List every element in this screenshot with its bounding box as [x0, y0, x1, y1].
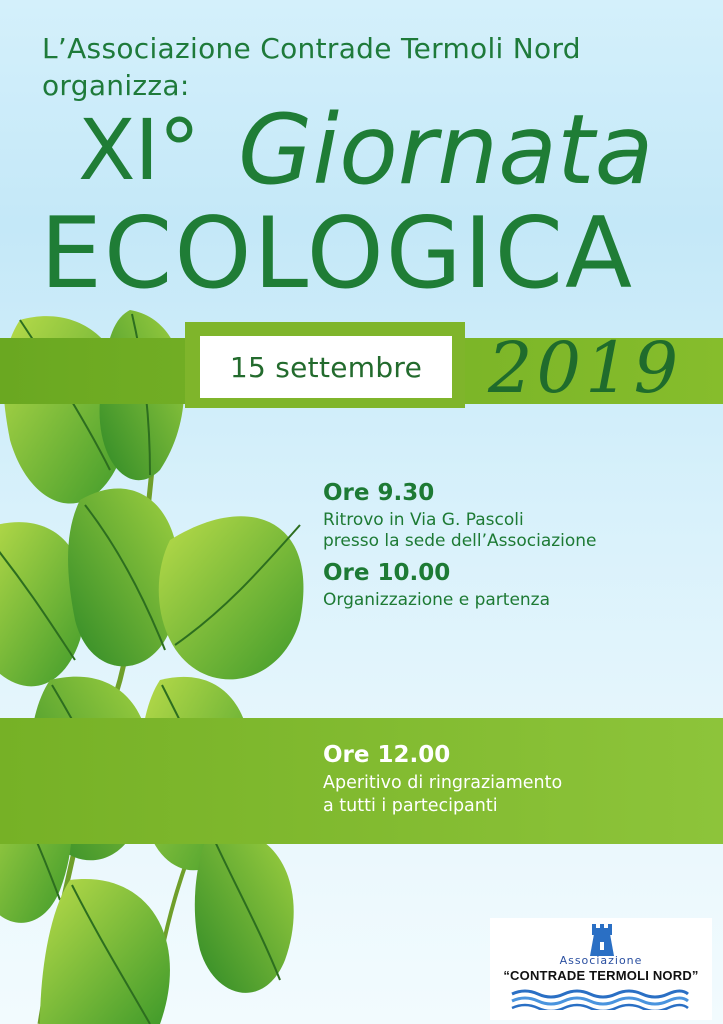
schedule-item [323, 480, 597, 552]
leaf-shape [159, 516, 304, 679]
organizer-line-1: L’Associazione Contrade Termoli Nord [42, 32, 581, 65]
tower-icon [582, 922, 622, 956]
logo-small-text: Associazione [559, 954, 643, 967]
schedule-time: Ore 10.00 [323, 560, 451, 586]
organizer-line-2: organizza: [42, 69, 190, 102]
logo-name: “CONTRADE TERMOLI NORD” [503, 968, 699, 983]
waves-icon [510, 988, 690, 1010]
date-box [200, 336, 452, 398]
leaf-shape [40, 879, 170, 1024]
association-logo [490, 918, 712, 1020]
schedule-desc: presso la sede dell’Associazione [323, 531, 597, 551]
schedule-item [323, 560, 550, 611]
leaf-shape [195, 829, 294, 993]
schedule-desc: Ritrovo in Via G. Pascoli [323, 510, 524, 530]
title-ecologica: ECOLOGICA [40, 197, 635, 311]
leaves-illustration [0, 300, 330, 1024]
schedule-desc: a tutti i partecipanti [323, 796, 498, 816]
schedule-desc: Organizzazione e partenza [323, 590, 551, 610]
edition-number: XI° [78, 101, 200, 199]
organizer-text [42, 30, 581, 104]
date-year: 2019 [488, 327, 683, 409]
schedule-item [323, 742, 562, 818]
date-day: 15 settembre [229, 350, 423, 384]
schedule-time: Ore 12.00 [323, 742, 451, 768]
schedule-desc: Aperitivo di ringraziamento [323, 773, 563, 793]
schedule-time: Ore 9.30 [323, 480, 435, 506]
title-giornata: Giornata [238, 94, 654, 206]
